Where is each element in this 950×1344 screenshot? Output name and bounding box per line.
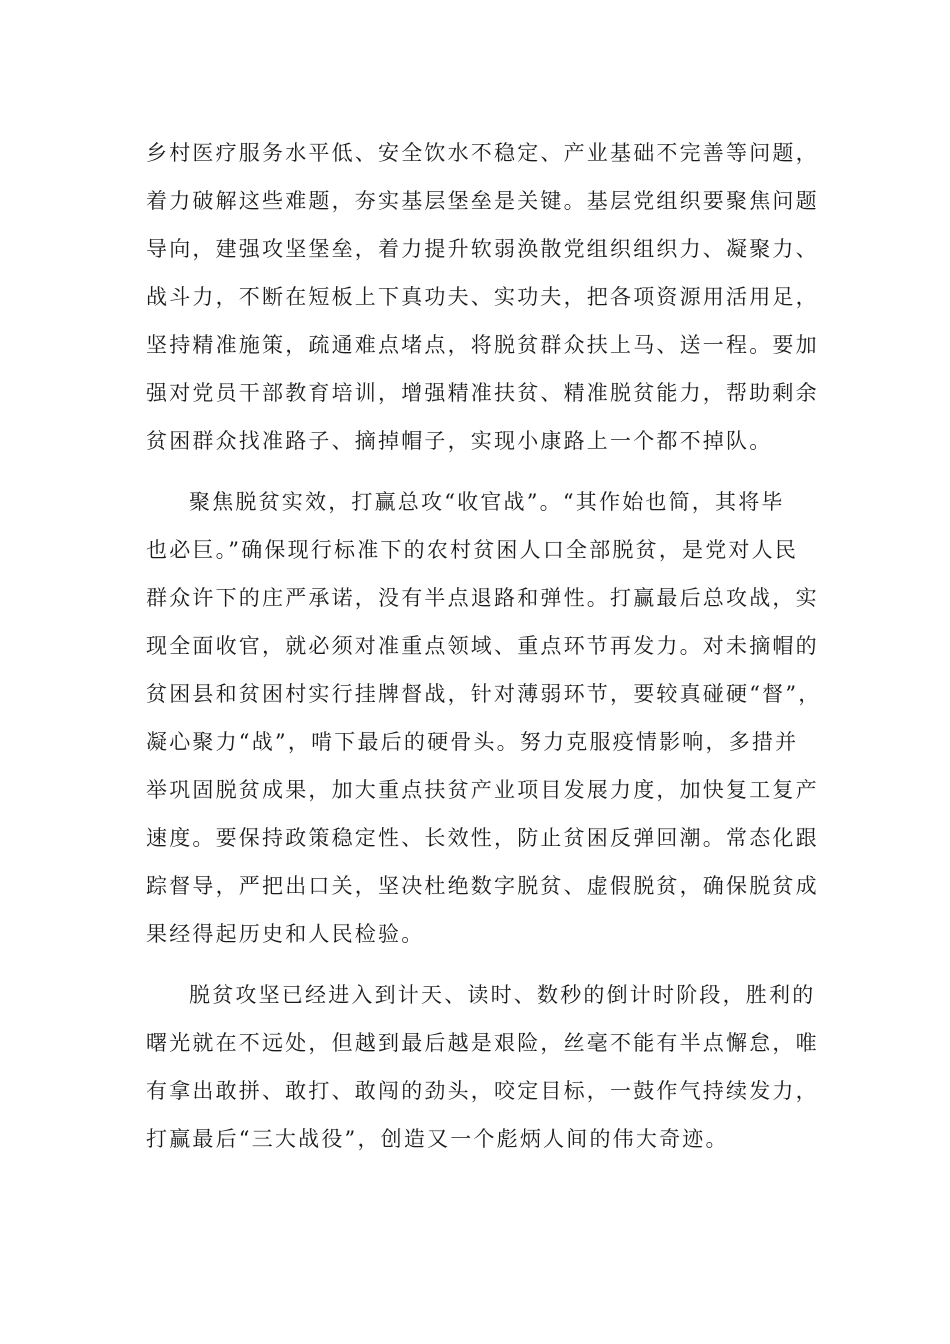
p2-line-9: 踪督导，严把出口关，坚决杜绝数字脱贫、虚假脱贫，确保脱贫成 [146, 874, 819, 898]
p1-line-2: 着力破解这些难题，夯实基层堡垒是关键。基层党组织要聚焦问题 [146, 189, 819, 213]
p1-line-6: 强对党员干部教育培训，增强精准扶贫、精准脱贫能力，帮助剩余 [146, 381, 819, 405]
p2-line-2: 也必巨。”确保现行标准下的农村贫困人口全部脱贫，是党对人民 [146, 538, 799, 562]
p1-line-1: 乡村医疗服务水平低、安全饮水不稳定、产业基础不完善等问题， [146, 141, 819, 165]
p1-line-5: 坚持精准施策，疏通难点堵点，将脱贫群众扶上马、送一程。要加 [146, 333, 819, 357]
p2-line-5: 贫困县和贫困村实行挂牌督战，针对薄弱环节，要较真碰硬“督”， [146, 682, 822, 706]
p3-line-2: 曙光就在不远处，但越到最后越是艰险，丝毫不能有半点懈怠，唯 [146, 1031, 819, 1055]
p2-line-6: 凝心聚力“战”，啃下最后的硬骨头。努力克服疫情影响，多措并 [146, 730, 799, 754]
p2-line-3: 群众许下的庄严承诺，没有半点退路和弹性。打赢最后总攻战，实 [146, 586, 819, 610]
p3-line-4: 打赢最后“三大战役”，创造又一个彪炳人间的伟大奇迹。 [146, 1127, 729, 1151]
p2-line-1: 聚焦脱贫实效，打赢总攻“收官战”。“其作始也简，其将毕 [189, 490, 785, 514]
p1-line-7: 贫困群众找准路子、摘掉帽子，实现小康路上一个都不掉队。 [146, 429, 773, 453]
p3-line-1: 脱贫攻坚已经进入到计天、读时、数秒的倒计时阶段，胜利的 [189, 983, 816, 1007]
p2-line-7: 举巩固脱贫成果，加大重点扶贫产业项目发展力度，加快复工复产 [146, 778, 819, 802]
p3-line-3: 有拿出敢拼、敢打、敢闯的劲头，咬定目标，一鼓作气持续发力， [146, 1079, 819, 1103]
p1-line-4: 战斗力，不断在短板上下真功夫、实功夫，把各项资源用活用足， [146, 285, 819, 309]
p1-line-3: 导向，建强攻坚堡垒，着力提升软弱涣散党组织组织力、凝聚力、 [146, 237, 819, 261]
p2-line-8: 速度。要保持政策稳定性、长效性，防止贫困反弹回潮。常态化跟 [146, 826, 819, 850]
p2-line-4: 现全面收官，就必须对准重点领域、重点环节再发力。对未摘帽的 [146, 634, 819, 658]
p2-line-10: 果经得起历史和人民检验。 [146, 922, 425, 946]
